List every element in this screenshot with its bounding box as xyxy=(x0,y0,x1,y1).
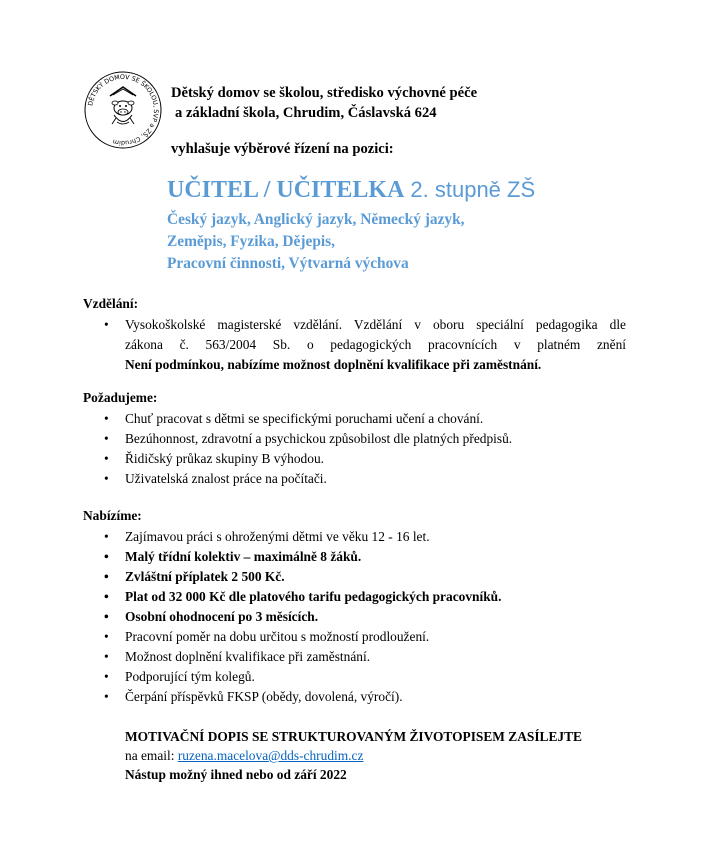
email-link[interactable]: ruzena.macelova@dds-chrudim.cz xyxy=(177,748,364,763)
education-line-2: zákona č. 563/2004 Sb. o pedagogických pracovnících v platném znění xyxy=(125,337,626,352)
list-item: • Zvláštní příplatek 2 500 Kč. xyxy=(104,567,626,587)
position-name: UČITEL / UČITELKA xyxy=(167,177,405,203)
education-line-3: Není podmínkou, nabízíme možnost doplnění kvalifikace při zaměstnání. xyxy=(125,357,542,372)
announcement: vyhlašuje výběrové řízení na pozici: xyxy=(171,141,394,157)
org-line-2: a základní škola, Chrudim, Čáslavská 624 xyxy=(175,105,437,121)
list-item: • Bezúhonnost, zdravotní a psychickou způsobilost dle platných předpisů. xyxy=(104,429,626,449)
list-item: • Řidičský průkaz skupiny B výhodou. xyxy=(104,449,626,469)
position-title xyxy=(167,175,535,205)
subjects-line-1: Český jazyk, Anglický jazyk, Německý jazyk, xyxy=(167,211,465,228)
list-item: • Možnost doplnění kvalifikace při zaměstnání. xyxy=(104,647,626,667)
application-heading: MOTIVAČNÍ DOPIS SE STRUKTUROVANÝM ŽIVOTOPISEM ZASÍLEJTE xyxy=(125,729,582,744)
education-list xyxy=(104,315,626,375)
offers-heading: Nabízíme: xyxy=(83,508,142,523)
organization-name xyxy=(171,83,477,123)
requirements-list xyxy=(104,409,626,489)
application-instructions xyxy=(125,727,582,784)
subjects-list xyxy=(167,209,465,275)
list-item: • Uživatelská znalost práce na počítači. xyxy=(104,469,626,489)
list-item: • Osobní ohodnocení po 3 měsících. xyxy=(104,607,626,627)
email-prefix: na email: xyxy=(125,748,175,763)
cow-logo-icon xyxy=(83,70,163,150)
list-item: • Pracovní poměr na dobu určitou s možností prodloužení. xyxy=(104,627,626,647)
offers-list xyxy=(104,527,626,707)
org-line-1: Dětský domov se školou, středisko výchovné péče xyxy=(171,85,478,101)
school-logo xyxy=(83,70,163,150)
list-item: • Chuť pracovat s dětmi se specifickými poruchami učení a chování. xyxy=(104,409,626,429)
requirements-heading: Požadujeme: xyxy=(83,390,158,405)
position-grade: 2. stupně ZŠ xyxy=(410,177,536,202)
list-item: • Čerpání příspěvků FKSP (obědy, dovolená, výročí). xyxy=(104,687,626,707)
subjects-line-3: Pracovní činnosti, Výtvarná výchova xyxy=(167,255,409,272)
subjects-line-2: Zeměpis, Fyzika, Dějepis, xyxy=(167,233,335,250)
list-item: • Plat od 32 000 Kč dle platového tarifu pedagogických pracovníků. xyxy=(104,587,626,607)
list-item: • Podporující tým kolegů. xyxy=(104,667,626,687)
logo-ring-text: DĚTSKÝ DOMOV SE ŠKOLOU, SVP a ZŠ, Chrudim xyxy=(87,73,160,147)
education-line-1: • Vysokoškolské magisterské vzdělání. Vzdělání v oboru speciální pedagogika dle xyxy=(125,317,626,332)
list-item: • Zajímavou práci s ohroženými dětmi ve věku 12 - 16 let. xyxy=(104,527,626,547)
email-line xyxy=(125,746,582,765)
start-date: Nástup možný ihned nebo od září 2022 xyxy=(125,767,347,782)
list-item: • Malý třídní kolektiv – maximálně 8 žáků. xyxy=(104,547,626,567)
education-heading: Vzdělání: xyxy=(83,296,139,311)
list-item xyxy=(104,315,626,375)
